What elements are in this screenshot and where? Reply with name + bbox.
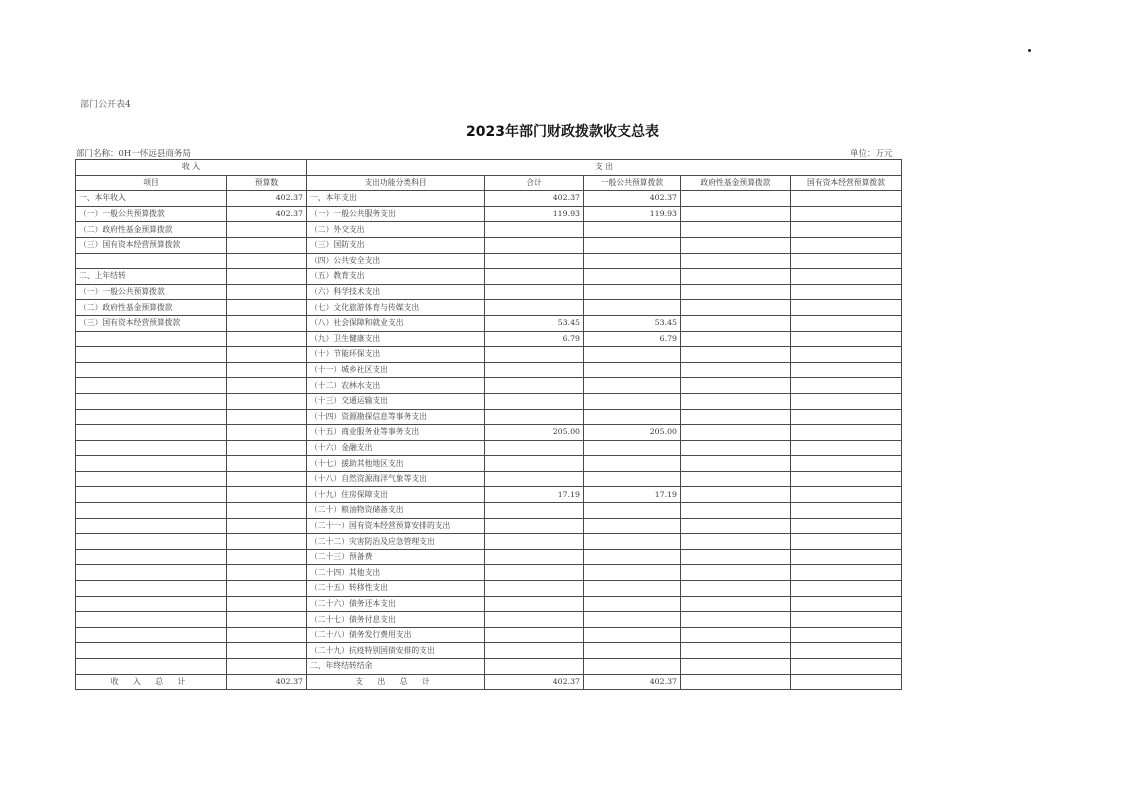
cell-budget: 402.37 [227, 206, 307, 222]
cell-state-capital [791, 518, 902, 534]
cell-gov-fund [681, 284, 791, 300]
totals-row [76, 674, 902, 690]
cell-func-class: （八）社会保障和就业支出 [307, 315, 485, 331]
cell-func-class: 一、本年支出 [307, 191, 485, 207]
cell-func-class: （六）科学技术支出 [307, 284, 485, 300]
cell-state-capital [791, 456, 902, 472]
cell-func-class: （五）教育支出 [307, 269, 485, 285]
cell-general [584, 596, 681, 612]
cell-total [485, 456, 584, 472]
cell-state-capital [791, 643, 902, 659]
cell-general: 402.37 [584, 191, 681, 207]
cell-state-capital [791, 362, 902, 378]
table-row [76, 393, 902, 409]
cell-state-capital [791, 409, 902, 425]
cell-item [76, 456, 227, 472]
cell-func-class: （九）卫生健康支出 [307, 331, 485, 347]
cell-general [584, 627, 681, 643]
cell-budget [227, 612, 307, 628]
cell-general [584, 378, 681, 394]
cell-total [485, 393, 584, 409]
cell-item: （二）政府性基金预算拨款 [76, 300, 227, 316]
table-row [76, 518, 902, 534]
form-code: 部门公开表4 [80, 100, 131, 110]
cell-item: 二、上年结转 [76, 269, 227, 285]
table-row [76, 659, 902, 675]
cell-gov-fund [681, 643, 791, 659]
table-row [76, 222, 902, 238]
cell-item [76, 643, 227, 659]
cell-general [584, 518, 681, 534]
cell-gov-fund [681, 393, 791, 409]
cell-budget [227, 565, 307, 581]
cell-budget [227, 627, 307, 643]
cell-total [485, 643, 584, 659]
expense-total-state [791, 674, 902, 690]
cell-item [76, 362, 227, 378]
table-row [76, 487, 902, 503]
table-row [76, 284, 902, 300]
cell-state-capital [791, 534, 902, 550]
cell-func-class: （四）公共安全支出 [307, 253, 485, 269]
cell-total [485, 596, 584, 612]
cell-state-capital [791, 659, 902, 675]
cell-func-class: 二、年终结转结余 [307, 659, 485, 675]
cell-budget [227, 596, 307, 612]
cell-total [485, 549, 584, 565]
cell-general [584, 565, 681, 581]
table-row [76, 643, 902, 659]
cell-func-class: （二十九）抗疫特别国债安排的支出 [307, 643, 485, 659]
cell-total [485, 253, 584, 269]
table-row [76, 269, 902, 285]
cell-item: （一）一般公共预算拨款 [76, 284, 227, 300]
cell-budget [227, 643, 307, 659]
table-row [76, 440, 902, 456]
table-row [76, 456, 902, 472]
cell-total [485, 627, 584, 643]
cell-budget [227, 487, 307, 503]
cell-gov-fund [681, 440, 791, 456]
cell-state-capital [791, 378, 902, 394]
cell-gov-fund [681, 518, 791, 534]
cell-func-class: （十七）援助其他地区支出 [307, 456, 485, 472]
cell-state-capital [791, 269, 902, 285]
cell-item [76, 549, 227, 565]
cell-gov-fund [681, 659, 791, 675]
cell-state-capital [791, 471, 902, 487]
cell-budget [227, 409, 307, 425]
cell-func-class: （二十）粮油物资储备支出 [307, 503, 485, 519]
cell-gov-fund [681, 315, 791, 331]
table-row [76, 503, 902, 519]
cell-general [584, 237, 681, 253]
cell-func-class: （七）文化旅游体育与传媒支出 [307, 300, 485, 316]
cell-item [76, 331, 227, 347]
cell-budget [227, 269, 307, 285]
cell-budget [227, 581, 307, 597]
cell-general: 205.00 [584, 425, 681, 441]
expense-total-value: 402.37 [485, 674, 584, 690]
cell-state-capital [791, 315, 902, 331]
table-row [76, 191, 902, 207]
cell-gov-fund [681, 347, 791, 363]
cell-func-class: （一）一般公共服务支出 [307, 206, 485, 222]
cell-item [76, 347, 227, 363]
cell-item: （三）国有资本经营预算拨款 [76, 237, 227, 253]
cell-total [485, 362, 584, 378]
cell-item: （三）国有资本经营预算拨款 [76, 315, 227, 331]
cell-func-class: （二十四）其他支出 [307, 565, 485, 581]
cell-general [584, 643, 681, 659]
cell-state-capital [791, 206, 902, 222]
cell-general: 17.19 [584, 487, 681, 503]
table-row [76, 315, 902, 331]
cell-total: 17.19 [485, 487, 584, 503]
cell-total [485, 518, 584, 534]
cell-state-capital [791, 596, 902, 612]
cell-item [76, 659, 227, 675]
cell-budget [227, 425, 307, 441]
cell-item [76, 627, 227, 643]
table-row [76, 471, 902, 487]
cell-total [485, 565, 584, 581]
cell-budget [227, 471, 307, 487]
cell-gov-fund [681, 362, 791, 378]
table-row [76, 409, 902, 425]
cell-total [485, 409, 584, 425]
cell-gov-fund [681, 534, 791, 550]
cell-gov-fund [681, 565, 791, 581]
cell-general [584, 284, 681, 300]
cell-budget [227, 362, 307, 378]
cell-budget [227, 456, 307, 472]
cell-general [584, 409, 681, 425]
cell-item: 一、本年收入 [76, 191, 227, 207]
cell-state-capital [791, 253, 902, 269]
cell-budget [227, 518, 307, 534]
cell-state-capital [791, 347, 902, 363]
expense-total-gov [681, 674, 791, 690]
income-group-header: 收 入 [76, 160, 307, 176]
cell-budget [227, 503, 307, 519]
cell-func-class: （二十三）预备费 [307, 549, 485, 565]
cell-general [584, 253, 681, 269]
cell-item [76, 518, 227, 534]
cell-general [584, 269, 681, 285]
cell-gov-fund [681, 503, 791, 519]
unit-label: 单位：万元 [850, 149, 893, 159]
cell-total [485, 222, 584, 238]
cell-general [584, 503, 681, 519]
cell-state-capital [791, 222, 902, 238]
cell-state-capital [791, 612, 902, 628]
table-row [76, 425, 902, 441]
cell-total [485, 269, 584, 285]
cell-func-class: （十六）金融支出 [307, 440, 485, 456]
cell-total [485, 300, 584, 316]
cell-func-class: （十八）自然资源海洋气象等支出 [307, 471, 485, 487]
cell-gov-fund [681, 596, 791, 612]
cell-budget [227, 378, 307, 394]
cell-item [76, 612, 227, 628]
cell-gov-fund [681, 269, 791, 285]
col-header-general: 一般公共预算拨款 [584, 175, 681, 191]
cell-item [76, 534, 227, 550]
table-row [76, 253, 902, 269]
cell-state-capital [791, 565, 902, 581]
cell-item [76, 409, 227, 425]
expense-total-general: 402.37 [584, 674, 681, 690]
table-row [76, 331, 902, 347]
cell-func-class: （二十一）国有资本经营预算安排的支出 [307, 518, 485, 534]
cell-func-class: （二十八）债务发行费用支出 [307, 627, 485, 643]
scan-speck [1028, 49, 1031, 52]
cell-item [76, 581, 227, 597]
income-total-value: 402.37 [227, 674, 307, 690]
table-row [76, 347, 902, 363]
cell-general [584, 534, 681, 550]
cell-state-capital [791, 393, 902, 409]
cell-general [584, 659, 681, 675]
cell-item: （一）一般公共预算拨款 [76, 206, 227, 222]
cell-total [485, 440, 584, 456]
cell-state-capital [791, 581, 902, 597]
col-header-func-class: 支出功能分类科目 [307, 175, 485, 191]
cell-func-class: （十一）城乡社区支出 [307, 362, 485, 378]
cell-func-class: （二十二）灾害防治及应急管理支出 [307, 534, 485, 550]
cell-state-capital [791, 191, 902, 207]
table-row [76, 565, 902, 581]
cell-gov-fund [681, 222, 791, 238]
cell-gov-fund [681, 627, 791, 643]
cell-total: 6.79 [485, 331, 584, 347]
cell-gov-fund [681, 409, 791, 425]
col-header-gov-fund: 政府性基金预算拨款 [681, 175, 791, 191]
cell-budget [227, 440, 307, 456]
cell-func-class: （十四）资源勘探信息等事务支出 [307, 409, 485, 425]
header-column-row [76, 175, 902, 191]
cell-gov-fund [681, 206, 791, 222]
cell-general [584, 581, 681, 597]
cell-general [584, 362, 681, 378]
cell-general [584, 393, 681, 409]
cell-item [76, 393, 227, 409]
cell-total: 205.00 [485, 425, 584, 441]
department-name: 部门名称：0H一怀远县商务局 [76, 149, 191, 159]
cell-total [485, 659, 584, 675]
cell-budget [227, 331, 307, 347]
cell-budget [227, 347, 307, 363]
cell-gov-fund [681, 378, 791, 394]
cell-budget [227, 393, 307, 409]
cell-total [485, 471, 584, 487]
cell-general [584, 222, 681, 238]
cell-total: 119.93 [485, 206, 584, 222]
table-row [76, 362, 902, 378]
cell-func-class: （十）节能环保支出 [307, 347, 485, 363]
table-row [76, 627, 902, 643]
cell-gov-fund [681, 331, 791, 347]
cell-total [485, 378, 584, 394]
cell-total: 53.45 [485, 315, 584, 331]
cell-item [76, 503, 227, 519]
cell-budget [227, 659, 307, 675]
cell-budget [227, 237, 307, 253]
cell-state-capital [791, 425, 902, 441]
cell-budget [227, 284, 307, 300]
cell-gov-fund [681, 549, 791, 565]
col-header-budget: 预算数 [227, 175, 307, 191]
cell-state-capital [791, 627, 902, 643]
cell-state-capital [791, 237, 902, 253]
cell-state-capital [791, 503, 902, 519]
cell-func-class: （二十七）债务付息支出 [307, 612, 485, 628]
cell-item [76, 425, 227, 441]
cell-func-class: （十九）住房保障支出 [307, 487, 485, 503]
finance-table [75, 159, 902, 690]
cell-item [76, 596, 227, 612]
cell-budget [227, 300, 307, 316]
cell-general: 119.93 [584, 206, 681, 222]
table-row [76, 612, 902, 628]
cell-state-capital [791, 487, 902, 503]
expense-group-header: 支 出 [307, 160, 902, 176]
cell-func-class: （十五）商业服务业等事务支出 [307, 425, 485, 441]
cell-func-class: （十三）交通运输支出 [307, 393, 485, 409]
cell-gov-fund [681, 456, 791, 472]
cell-state-capital [791, 440, 902, 456]
cell-general [584, 440, 681, 456]
cell-item [76, 565, 227, 581]
cell-general [584, 456, 681, 472]
cell-item [76, 440, 227, 456]
cell-func-class: （二十六）债务还本支出 [307, 596, 485, 612]
cell-general [584, 347, 681, 363]
cell-budget [227, 549, 307, 565]
header-group-row [76, 160, 902, 176]
cell-func-class: （二）外交支出 [307, 222, 485, 238]
col-header-total: 合计 [485, 175, 584, 191]
table-row [76, 549, 902, 565]
cell-gov-fund [681, 253, 791, 269]
cell-gov-fund [681, 300, 791, 316]
cell-func-class: （二十五）转移性支出 [307, 581, 485, 597]
cell-state-capital [791, 284, 902, 300]
cell-gov-fund [681, 237, 791, 253]
cell-general [584, 471, 681, 487]
cell-func-class: （三）国防支出 [307, 237, 485, 253]
income-total-label: 收 入 总 计 [76, 674, 227, 690]
table-row [76, 206, 902, 222]
cell-budget [227, 253, 307, 269]
table-row [76, 237, 902, 253]
cell-gov-fund [681, 191, 791, 207]
cell-gov-fund [681, 612, 791, 628]
col-header-item: 项目 [76, 175, 227, 191]
cell-item [76, 487, 227, 503]
cell-general [584, 612, 681, 628]
cell-gov-fund [681, 471, 791, 487]
cell-item [76, 378, 227, 394]
cell-total [485, 284, 584, 300]
table-row [76, 534, 902, 550]
cell-budget [227, 222, 307, 238]
cell-general [584, 549, 681, 565]
cell-state-capital [791, 549, 902, 565]
cell-item [76, 471, 227, 487]
cell-general: 53.45 [584, 315, 681, 331]
cell-func-class: （十二）农林水支出 [307, 378, 485, 394]
cell-gov-fund [681, 425, 791, 441]
cell-total [485, 612, 584, 628]
expense-total-label: 支 出 总 计 [307, 674, 485, 690]
cell-total [485, 237, 584, 253]
cell-general: 6.79 [584, 331, 681, 347]
cell-budget: 402.37 [227, 191, 307, 207]
table-row [76, 378, 902, 394]
cell-total: 402.37 [485, 191, 584, 207]
table-row [76, 300, 902, 316]
cell-gov-fund [681, 581, 791, 597]
cell-item: （二）政府性基金预算拨款 [76, 222, 227, 238]
cell-state-capital [791, 300, 902, 316]
cell-gov-fund [681, 487, 791, 503]
cell-item [76, 253, 227, 269]
cell-total [485, 534, 584, 550]
cell-general [584, 300, 681, 316]
table-row [76, 596, 902, 612]
cell-total [485, 581, 584, 597]
cell-budget [227, 315, 307, 331]
table-row [76, 581, 902, 597]
cell-budget [227, 534, 307, 550]
cell-total [485, 503, 584, 519]
col-header-state-capital: 国有资本经营预算拨款 [791, 175, 902, 191]
page-title: 2023年部门财政拨款收支总表 [466, 124, 659, 140]
cell-state-capital [791, 331, 902, 347]
cell-total [485, 347, 584, 363]
